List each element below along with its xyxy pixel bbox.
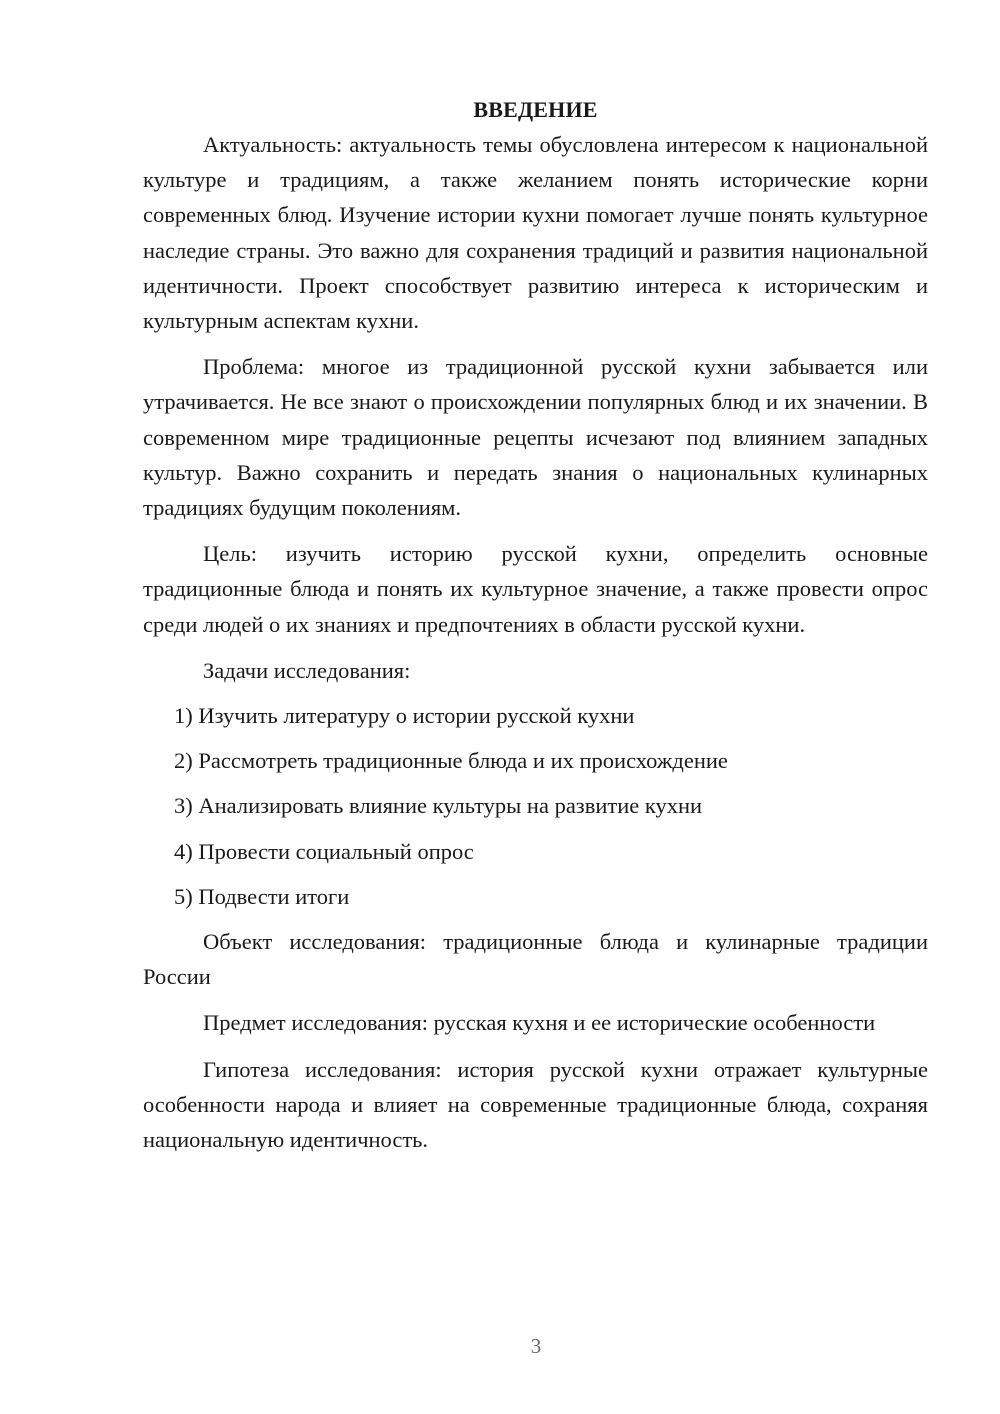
problem-paragraph: Проблема: многое из традиционной русской кухни забывается или утрачивается. Не все знают о происхождении популярных блюд и их значении. В современном мире традиционные рецепты исчезают под влиянием западных культур. Важно сохранить и передать знания о национальных кулинарных традициях будущим поколениям.	[143, 354, 928, 521]
subject-paragraph: Предмет исследования: русская кухня и ее исторические особенности	[203, 1010, 876, 1036]
task-item-3: 3) Анализировать влияние культуры на развитие кухни	[174, 793, 703, 819]
hypothesis-paragraph: Гипотеза исследования: история русской кухни отражает культурные особенности народа и влияет на современные традиционные блюда, сохраняя национальную идентичность.	[143, 1056, 928, 1153]
section-heading: ВВЕДЕНИЕ	[473, 97, 598, 122]
page-number: 3	[530, 1334, 542, 1358]
object-paragraph: Объект исследования: традиционные блюда и кулинарные традиции России	[143, 929, 928, 990]
tasks-list	[143, 698, 928, 914]
task-item-2: 2) Рассмотреть традиционные блюда и их происхождение	[174, 748, 728, 774]
document-page	[143, 92, 928, 1168]
task-item-5: 5) Подвести итоги	[174, 883, 350, 909]
tasks-title: Задачи исследования:	[203, 657, 411, 683]
task-item-1: 1) Изучить литературу о истории русской кухни	[174, 703, 635, 729]
task-item-4: 4) Провести социальный опрос	[174, 838, 474, 864]
goal-paragraph: Цель: изучить историю русской кухни, определить основные традиционные блюда и понять их культурное значение, а также провести опрос среди людей о их знаниях и предпочтениях в области русской кухни.	[143, 541, 928, 637]
relevance-paragraph: Актуальность: актуальность темы обусловлена интересом к национальной культуре и традициям, а также желанием понять исторические корни современных блюд. Изучение истории кухни помогает лучше понять культурное наследие страны. Это важно для сохранения традиций и развития национальной идентичности. Проект способствует развитию интереса к историческим и культурным аспектам кухни.	[143, 132, 928, 334]
